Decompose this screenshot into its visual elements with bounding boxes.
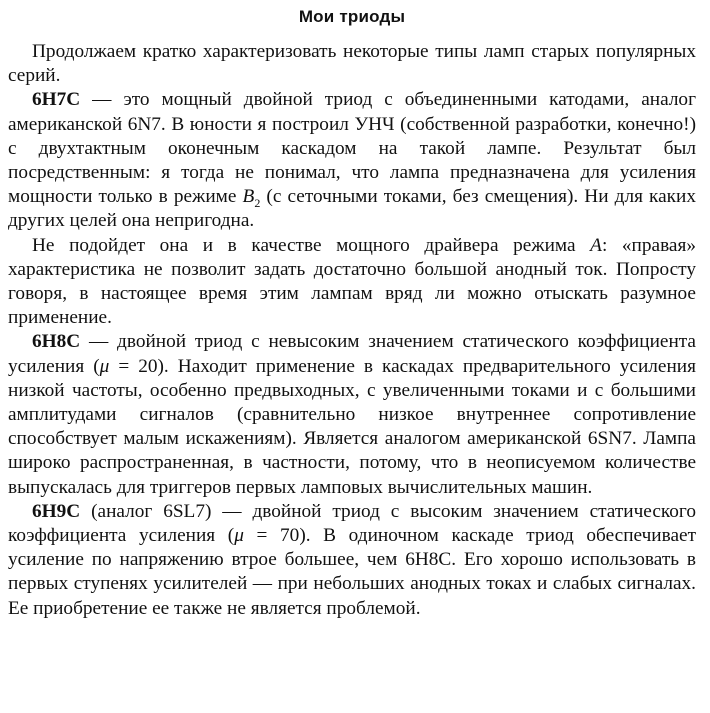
- paragraph-driver-text-a: Не подойдет она и в качестве мощного драйвера режима: [32, 234, 591, 256]
- mode-b-subscript: 2: [254, 196, 261, 211]
- paragraph-6n7s-text-b: (с сеточными токами, без смещения). Ни для каких других целей она непригодна.: [8, 186, 696, 232]
- mu-symbol-6n9s: μ: [234, 525, 244, 547]
- paragraph-6n9s-text-a: (аналог 6SL7) — двойной триод с высоким значением статического коэффициента усиления (: [8, 500, 696, 547]
- mode-b-symbol: B: [242, 186, 255, 208]
- mu-symbol-6n8s: μ: [99, 355, 110, 377]
- tube-term-6n8s: 6Н8С: [32, 331, 81, 353]
- paragraph-driver: [8, 234, 696, 331]
- tube-term-6n9s: 6Н9С: [32, 500, 81, 522]
- paragraph-driver-text-b: : «правая» характеристика не позволит задать достаточно большой анодный ток. Попросту говоря, в настоящее время этим лампам вряд ли можно отыскать разумное применение.: [8, 234, 696, 329]
- paragraph-6n7s-text-a: — это мощный двойной триод с объединенными катодами, аналог американской 6N7. В юности я построил УНЧ (собственной разработки, конечно!) с двухтактным оконечным каскадом на такой лампе. Результат был посредственным: я тогда не понимал, что лампа предназначена для усиления мощности только в режиме: [8, 89, 696, 208]
- paragraph-6n8s: [8, 330, 696, 499]
- paragraph-6n9s: [8, 500, 696, 621]
- section-header: Мои триоды: [298, 7, 406, 26]
- paragraph-6n9s-text-b: = 70). В одиночном каскаде триод обеспечивает усиление по напряжению втрое большее, чем 6Н8С. Его хорошо использовать в первых ступенях усилителей — при небольших анодных токах и слабых сигналах. Ее приобретение ее также не является проблемой.: [8, 525, 697, 619]
- paragraph-intro: [8, 40, 696, 88]
- paragraph-6n8s-text-b: = 20). Находит применение в каскадах предварительного усиления низкой частоты, особенно предвыходных, с увеличенными токами и с большими амплитудами сигналов (сравнительно низкое внутреннее сопротивление способствует малым искажениям). Является аналогом американской 6SN7. Лампа широко распространенная, в частности, потому, что в неописуемом количестве выпускалась для триггеров первых ламповых вычислительных машин.: [8, 355, 696, 498]
- paragraph-intro-text: Продолжаем кратко характеризовать некоторые типы ламп старых популярных серий.: [8, 41, 696, 87]
- paragraph-6n8s-text-a: — двойной триод с невысоким значением статического коэффициента усиления (: [8, 331, 696, 377]
- paragraph-6n7s: [8, 88, 696, 233]
- tube-term-6n7s: 6Н7С: [32, 89, 81, 111]
- mode-a-symbol: A: [590, 234, 602, 256]
